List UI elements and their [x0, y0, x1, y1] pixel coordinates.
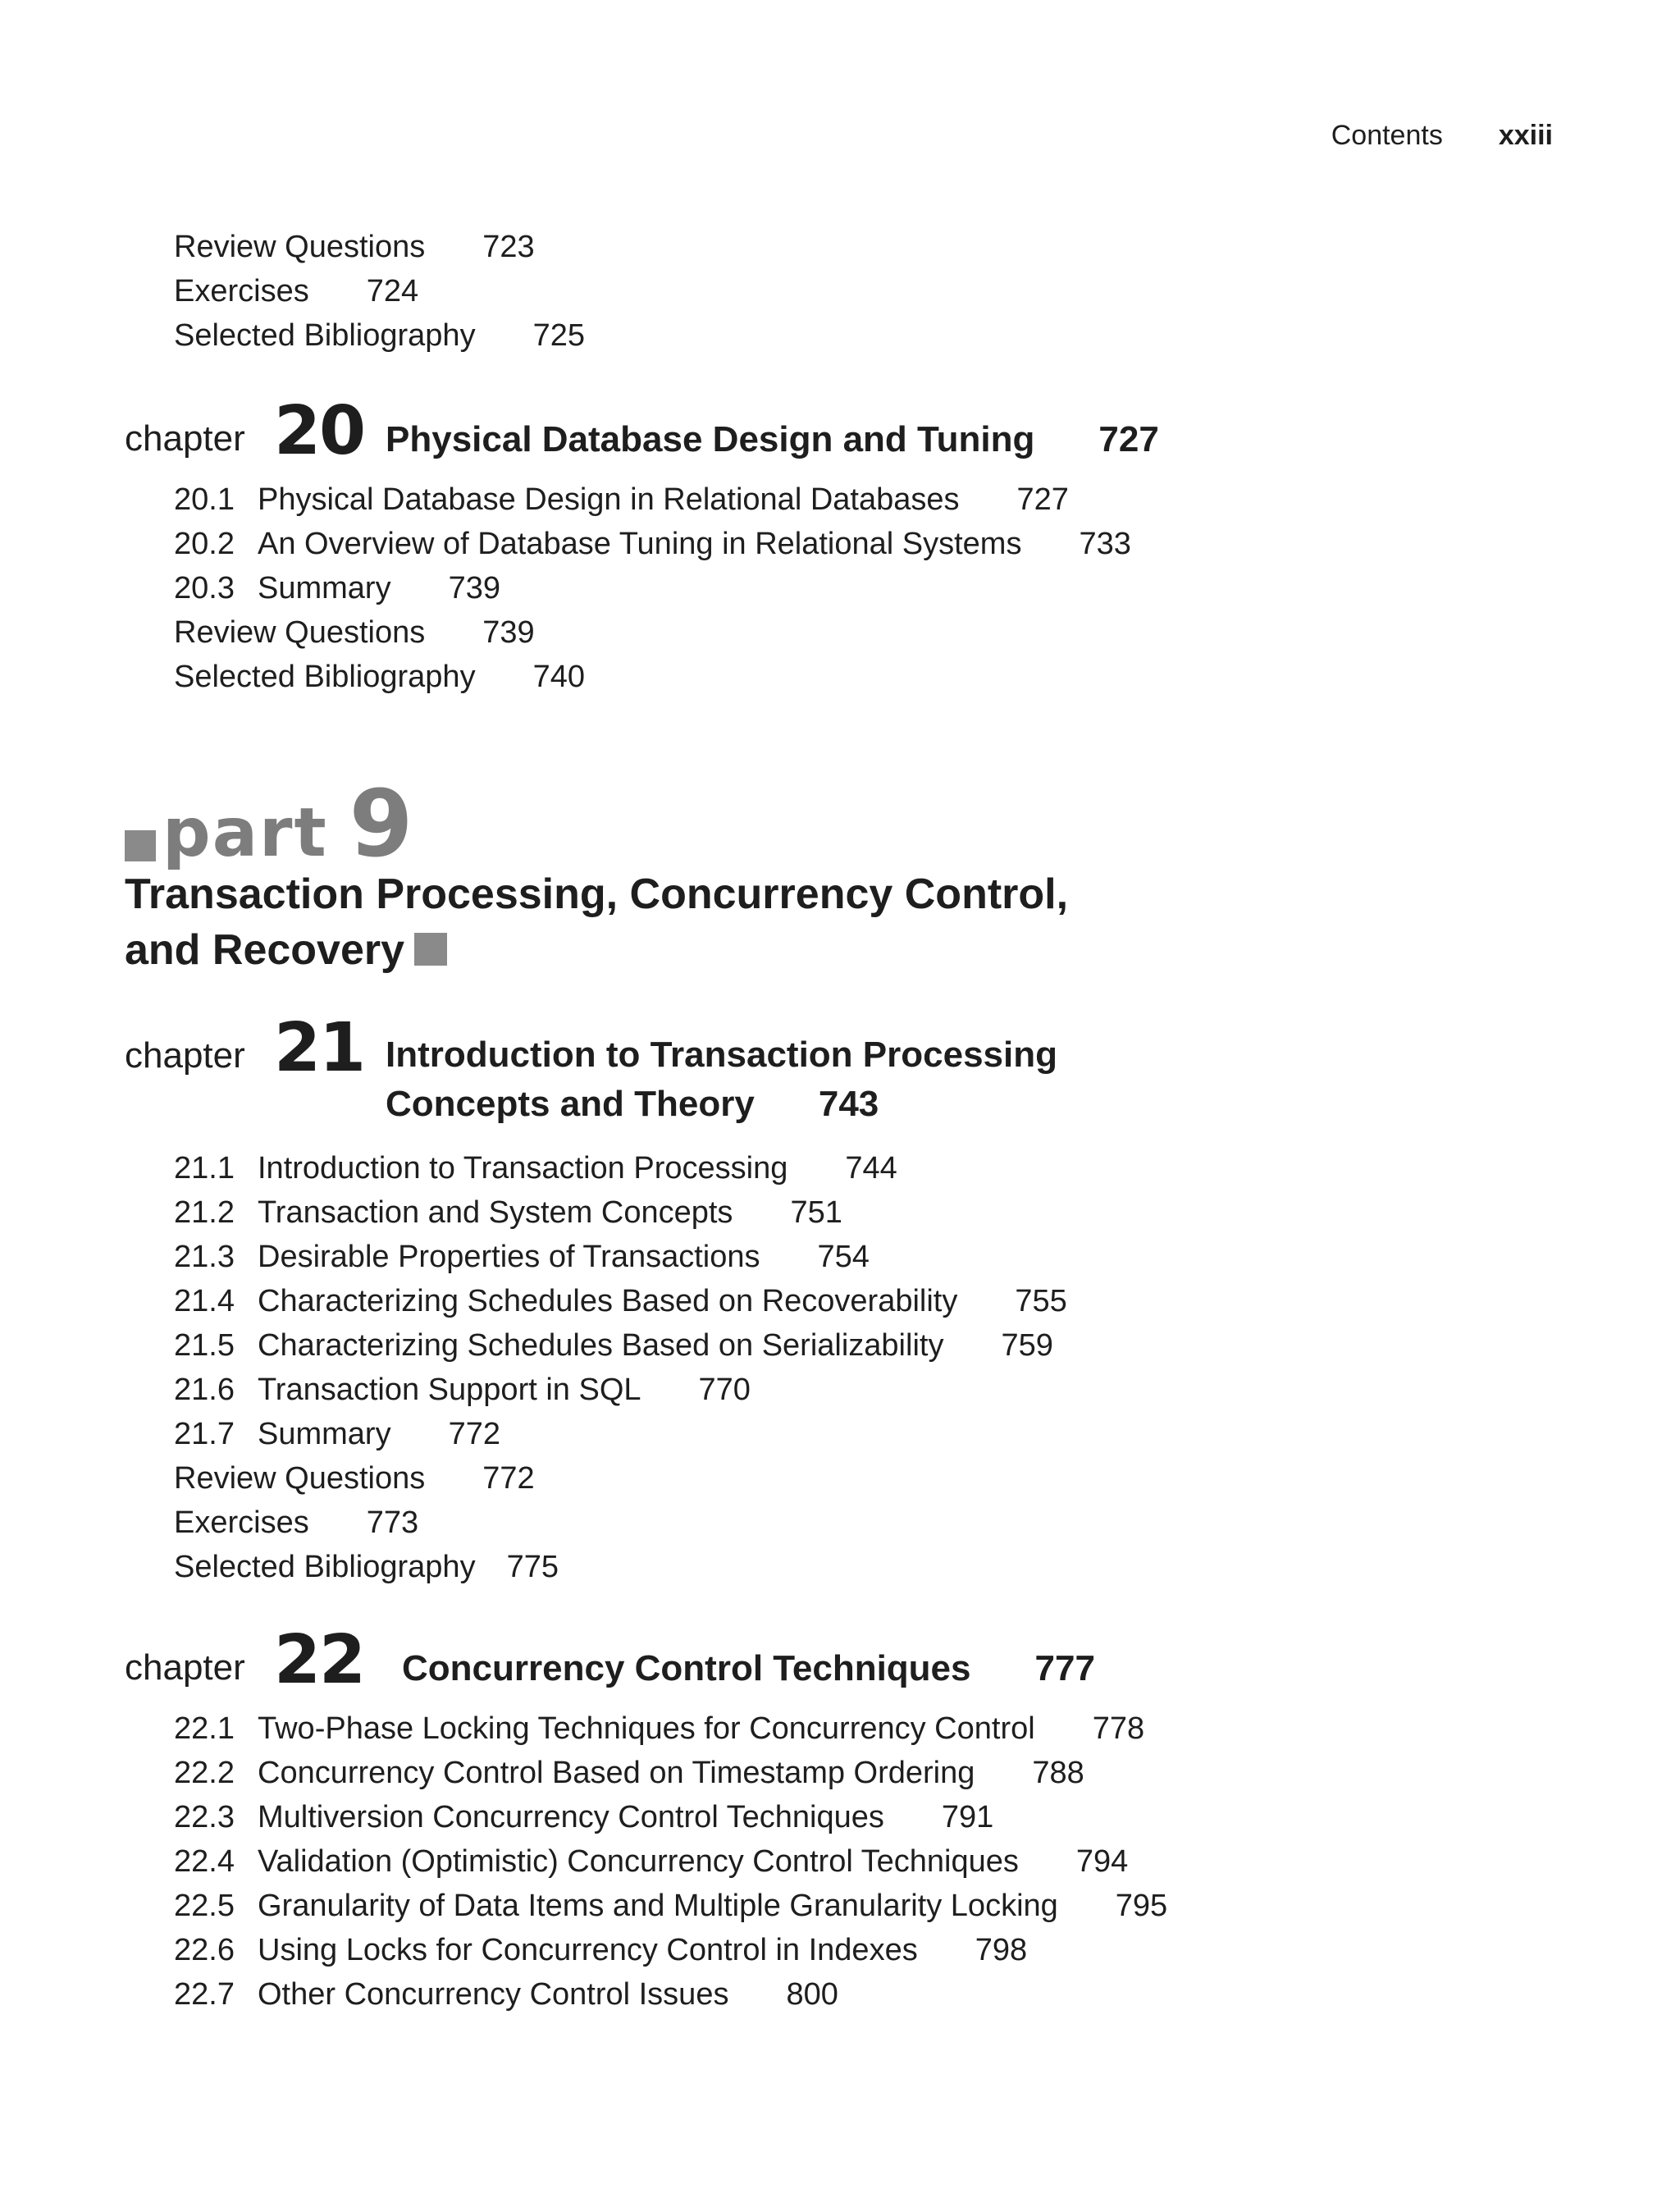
chapter-title-text: Concurrency Control Techniques [402, 1648, 971, 1688]
entry-page: 795 [1115, 1889, 1168, 1923]
entry-page: 725 [532, 318, 585, 353]
chapter-22-heading[interactable] [125, 1621, 1273, 1699]
entry-label: Physical Database Design in Relational Databases [258, 482, 960, 517]
part-title-line-1: Transaction Processing, Concurrency Control, [125, 870, 1069, 918]
entry-page: 740 [532, 660, 585, 694]
entry-page: 778 [1092, 1711, 1145, 1746]
entry-label: Desirable Properties of Transactions [258, 1240, 760, 1274]
running-head-label: Contents [1331, 120, 1443, 151]
toc-entry[interactable] [174, 1190, 842, 1235]
toc-entry[interactable] [174, 1456, 535, 1501]
entry-label: Review Questions [174, 230, 426, 264]
entry-label: Selected Bibliography [174, 318, 476, 353]
toc-entry[interactable] [174, 1146, 897, 1190]
entry-label: Review Questions [174, 615, 426, 650]
chapter-number: 21 [274, 1009, 365, 1087]
entry-label: Characterizing Schedules Based on Serializability [258, 1328, 944, 1363]
entry-label: Summary [258, 1417, 391, 1451]
entry-page: 772 [448, 1417, 500, 1451]
section-number: 21.6 [174, 1373, 235, 1407]
section-number: 22.2 [174, 1756, 235, 1790]
toc-entry[interactable] [174, 1545, 559, 1589]
entry-page: 754 [817, 1240, 870, 1274]
entry-label: Transaction Support in SQL [258, 1373, 641, 1407]
toc-entry[interactable] [174, 1279, 1067, 1323]
entry-page: 798 [975, 1933, 1028, 1967]
toc-entry[interactable] [174, 1323, 1053, 1368]
section-number: 22.7 [174, 1977, 235, 2012]
entry-label: Introduction to Transaction Processing [258, 1151, 788, 1186]
entry-label: Summary [258, 571, 391, 605]
entry-label: Other Concurrency Control Issues [258, 1977, 729, 2012]
section-number: 21.7 [174, 1417, 235, 1451]
entry-label: Using Locks for Concurrency Control in Indexes [258, 1933, 918, 1967]
entry-page: 739 [482, 615, 535, 650]
section-number: 22.4 [174, 1844, 235, 1879]
entry-label: Granularity of Data Items and Multiple Granularity Locking [258, 1889, 1058, 1923]
entry-page: 772 [482, 1461, 535, 1496]
section-number: 21.3 [174, 1240, 235, 1274]
entry-label: Multiversion Concurrency Control Techniques [258, 1800, 884, 1834]
part-title[interactable] [125, 866, 1068, 978]
chapter-title-text: Physical Database Design and Tuning [386, 419, 1035, 459]
chapter-word: chapter [125, 418, 245, 459]
toc-entry[interactable] [174, 313, 585, 358]
entry-page: 773 [366, 1505, 419, 1540]
chapter-title [386, 1030, 1057, 1129]
entry-label: Characterizing Schedules Based on Recoverability [258, 1284, 958, 1318]
toc-entry[interactable] [174, 269, 418, 313]
toc-entry[interactable] [174, 1972, 838, 2017]
entry-label: An Overview of Database Tuning in Relational Systems [258, 527, 1022, 561]
part-square-icon [125, 830, 156, 861]
section-number: 22.6 [174, 1933, 235, 1967]
toc-entry[interactable] [174, 1928, 1027, 1972]
part-9-heading [125, 771, 413, 878]
toc-entry[interactable] [174, 1884, 1167, 1928]
chapter-number: 22 [274, 1621, 365, 1699]
entry-label: Validation (Optimistic) Concurrency Control Techniques [258, 1844, 1019, 1879]
entry-label: Selected Bibliography [174, 1550, 476, 1584]
chapter-title-line-2 [386, 1080, 1057, 1129]
part-number: 9 [349, 771, 413, 878]
toc-entry[interactable] [174, 522, 1131, 566]
entry-page: 788 [1032, 1756, 1084, 1790]
section-number: 20.1 [174, 482, 235, 517]
toc-entry[interactable] [174, 1751, 1084, 1795]
entry-page: 751 [790, 1195, 842, 1230]
entry-page: 794 [1075, 1844, 1129, 1879]
entry-page: 770 [698, 1373, 751, 1407]
toc-entry[interactable] [174, 1412, 500, 1456]
toc-entry[interactable] [174, 1235, 870, 1279]
chapter-word: chapter [125, 1035, 245, 1076]
chapter-page: 743 [818, 1084, 879, 1124]
part-title-line-2 [125, 922, 1068, 978]
section-number: 22.3 [174, 1800, 235, 1834]
toc-entry[interactable] [174, 225, 535, 269]
chapter-title-line-2-text: Concepts and Theory [386, 1084, 755, 1124]
entry-page: 724 [366, 274, 419, 308]
toc-entry[interactable] [174, 566, 500, 610]
chapter-21-heading[interactable] [125, 1009, 1273, 1144]
entry-page: 755 [1015, 1284, 1067, 1318]
chapter-title [402, 1644, 1095, 1693]
chapter-title [386, 415, 1159, 464]
toc-entry[interactable] [174, 477, 1069, 522]
chapter-20-heading[interactable] [125, 392, 1273, 470]
entry-label: Selected Bibliography [174, 660, 476, 694]
part-end-square-icon [414, 933, 447, 966]
chapter-number: 20 [274, 392, 365, 470]
entry-page: 733 [1079, 527, 1131, 561]
section-number: 22.1 [174, 1711, 235, 1746]
section-number: 21.4 [174, 1284, 235, 1318]
toc-entry[interactable] [174, 1706, 1144, 1751]
entry-label: Two-Phase Locking Techniques for Concurrency Control [258, 1711, 1035, 1746]
entry-page: 775 [506, 1550, 559, 1584]
chapter-page: 727 [1098, 419, 1159, 459]
entry-label: Review Questions [174, 1461, 426, 1496]
chapter-page: 777 [1034, 1648, 1095, 1688]
part-word: part [162, 794, 328, 872]
entry-page: 744 [845, 1151, 897, 1186]
chapter-word: chapter [125, 1647, 245, 1688]
toc-entry[interactable] [174, 1368, 751, 1412]
running-head-page-number: xxiii [1498, 120, 1553, 151]
toc-entry[interactable] [174, 1501, 418, 1545]
entry-label: Concurrency Control Based on Timestamp Ordering [258, 1756, 975, 1790]
entry-label: Exercises [174, 1505, 309, 1540]
section-number: 22.5 [174, 1889, 235, 1923]
chapter-title-line-1: Introduction to Transaction Processing [386, 1035, 1057, 1075]
running-head [1331, 120, 1553, 152]
toc-entry[interactable] [174, 610, 535, 655]
entry-page: 723 [482, 230, 535, 264]
toc-entry[interactable] [174, 655, 585, 699]
part-title-line-2-text: and Recovery [125, 926, 405, 974]
section-number: 21.1 [174, 1151, 235, 1186]
entry-label: Exercises [174, 274, 309, 308]
entry-page: 739 [448, 571, 500, 605]
entry-page: 800 [786, 1977, 838, 2012]
section-number: 21.5 [174, 1328, 235, 1363]
toc-entry[interactable] [174, 1839, 1128, 1884]
section-number: 21.2 [174, 1195, 235, 1230]
entry-page: 727 [1016, 482, 1069, 517]
section-number: 20.3 [174, 571, 235, 605]
entry-page: 791 [941, 1800, 994, 1834]
section-number: 20.2 [174, 527, 235, 561]
entry-page: 759 [1001, 1328, 1053, 1363]
entry-label: Transaction and System Concepts [258, 1195, 733, 1230]
toc-entry[interactable] [174, 1795, 993, 1839]
